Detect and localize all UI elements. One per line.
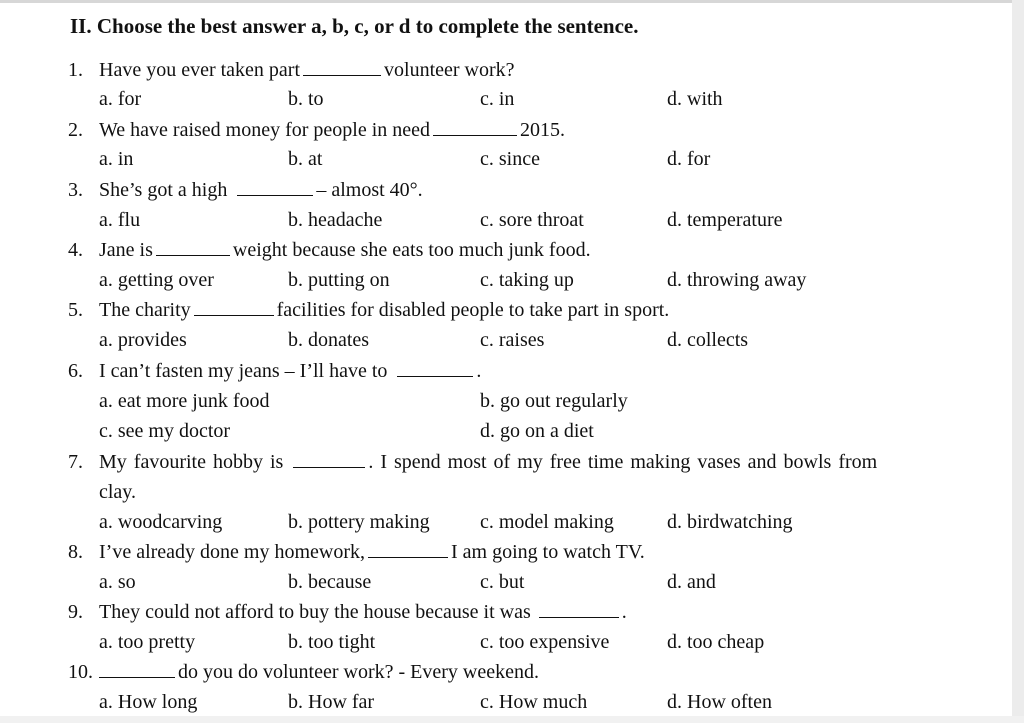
option-b[interactable]: b. go out regularly [480,390,628,412]
option-a[interactable]: a. getting over [99,269,214,291]
option-d[interactable]: d. How often [667,691,772,713]
option-d[interactable]: d. too cheap [667,631,765,653]
question-text-post: – almost 40°. [316,179,423,201]
option-c[interactable]: c. model making [480,511,614,533]
option-d[interactable]: d. birdwatching [667,511,793,533]
question-9: 9. They could not afford to buy the house because it was . [68,601,627,623]
exercise-title: II. Choose the best answer a, b, c, or d to complete the sentence. [70,14,639,38]
right-edge [1012,0,1024,723]
answer-blank[interactable] [293,449,365,468]
option-c[interactable]: c. see my doctor [99,420,231,442]
option-c[interactable]: c. taking up [480,269,574,291]
option-a[interactable]: a. too pretty [99,631,196,653]
question-text-post: . I spend most of my free time making vases and bowls from [368,451,878,473]
bottom-edge [0,716,1024,723]
option-c[interactable]: c. since [480,148,540,170]
option-c[interactable]: c. How much [480,691,588,713]
top-border [0,0,1024,3]
option-d[interactable]: d. throwing away [667,269,807,291]
answer-blank[interactable] [156,237,230,256]
question-text-post: 2015. [520,119,566,141]
option-b[interactable]: b. too tight [288,631,376,653]
option-d[interactable]: d. go on a diet [480,420,594,442]
question-text-post: volunteer work? [384,59,515,81]
question-text-pre: My favourite hobby is [99,451,284,473]
question-text-pre: I can’t fasten my jeans – I’ll have to [99,360,388,382]
option-a[interactable]: a. woodcarving [99,511,223,533]
answer-blank[interactable] [368,539,448,558]
question-7: 7. My favourite hobby is . I spend most of my free time making vases and bowls from [68,451,878,473]
question-text-post: I am going to watch TV. [451,541,645,563]
answer-blank[interactable] [433,117,517,136]
option-b[interactable]: b. at [288,148,323,170]
option-d[interactable]: d. temperature [667,209,783,231]
option-b[interactable]: b. pottery making [288,511,430,533]
question-text-pre: They could not afford to buy the house because it was [99,601,531,623]
question-8: 8. I’ve already done my homework, I am going to watch TV. [68,541,645,563]
question-text-pre: Jane is [99,239,153,261]
answer-blank[interactable] [539,599,619,618]
option-a[interactable]: a. so [99,571,136,593]
option-d[interactable]: d. collects [667,329,749,351]
option-a[interactable]: a. eat more junk food [99,390,270,412]
option-a[interactable]: a. provides [99,329,187,351]
question-10: 10. do you do volunteer work? - Every weekend. [68,661,539,683]
question-continuation: clay. [99,481,137,503]
option-d[interactable]: d. and [667,571,716,593]
answer-blank[interactable] [303,57,381,76]
question-2: 2. We have raised money for people in need 2015. [68,119,566,141]
question-text-pre: We have raised money for people in need [99,119,431,141]
question-1: 1. Have you ever taken part volunteer work? [68,59,515,81]
question-5: 5. The charity facilities for disabled people to take part in sport. [68,299,670,321]
option-b[interactable]: b. because [288,571,372,593]
answer-blank[interactable] [194,297,274,316]
question-text-pre: The charity [99,299,191,321]
option-c[interactable]: c. raises [480,329,545,351]
question-text-pre: I’ve already done my homework, [99,541,366,563]
option-a[interactable]: a. for [99,88,142,110]
option-a[interactable]: a. flu [99,209,141,231]
question-6: 6. I can’t fasten my jeans – I’ll have to . [68,360,482,382]
option-b[interactable]: b. How far [288,691,375,713]
question-text-pre: Have you ever taken part [99,59,301,81]
option-b[interactable]: b. donates [288,329,370,351]
option-c[interactable]: c. but [480,571,525,593]
option-c[interactable]: c. sore throat [480,209,584,231]
option-a[interactable]: a. in [99,148,134,170]
question-text-post: . [476,360,482,382]
question-4: 4. Jane is weight because she eats too much junk food. [68,239,591,261]
question-text-post: weight because she eats too much junk food. [232,239,591,261]
question-text-post: do you do volunteer work? - Every weekend. [178,661,539,683]
answer-blank[interactable] [237,177,313,196]
question-text-post: . [621,601,627,623]
option-d[interactable]: d. for [667,148,711,170]
option-b[interactable]: b. to [288,88,324,110]
question-text-post: facilities for disabled people to take part in sport. [276,299,670,321]
option-b[interactable]: b. headache [288,209,383,231]
answer-blank[interactable] [397,358,473,377]
option-d[interactable]: d. with [667,88,723,110]
option-c[interactable]: c. too expensive [480,631,610,653]
option-c[interactable]: c. in [480,88,515,110]
option-a[interactable]: a. How long [99,691,198,713]
option-b[interactable]: b. putting on [288,269,390,291]
question-text-pre: She’s got a high [99,179,228,201]
answer-blank[interactable] [99,659,175,678]
question-3: 3. She’s got a high – almost 40°. [68,179,423,201]
